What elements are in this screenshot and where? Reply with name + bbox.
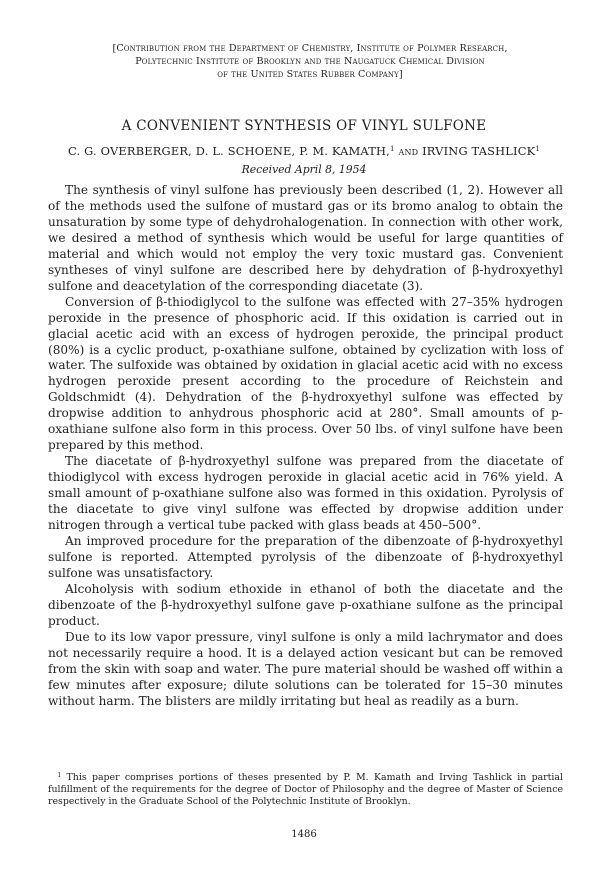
page-number: 1486 — [291, 829, 317, 840]
footnote-number: 1 — [57, 772, 62, 779]
body-paragraph: The synthesis of vinyl sulfone has previously been described (1, 2). However all of the methods used the sulfone of mustard gas or its bromo analog to obtain the unsaturation by some type of dehydrohalogenation. In connection with other work, we desired a method of synthesis which would be useful for large quantities of material and which would not employ the very toxic mustard gas. Convenient syntheses of vinyl sulfone are described here by dehydration of β-hydroxyethyl sulfone and deacetylation of the corresponding diacetate (3). — [48, 183, 563, 293]
received-date: Received April 8, 1954 — [241, 163, 367, 176]
footnote — [48, 770, 563, 809]
body-paragraph: Due to its low vapor pressure, vinyl sulfone is only a mild lachrymator and does not necessarily require a hood. It is a delayed action vesicant but can be removed from the skin with soap and water. The pure material should be washed off within a few minutes after exposure; dilute solutions can be tolerated for 15–30 minutes without harm. The blisters are mildly irritating but heal as readily as a burn. — [48, 629, 563, 708]
footnote-marker: 1 — [535, 145, 541, 153]
author-conjunction: and — [394, 144, 423, 158]
contribution-line: Polytechnic Institute of Brooklyn and the Naugatuck Chemical Division — [135, 56, 485, 67]
footnote-text: This paper comprises portions of theses presented by P. M. Kamath and Irving Tashlick in partial fulfillment of the requirements for the degree of Doctor of Philosophy and the degree of Master of Science respectively in the Graduate School of the Polytechnic Institute of Brooklyn. — [48, 772, 563, 808]
contribution-line: of the United States Rubber Company] — [217, 69, 403, 80]
body-paragraph: The diacetate of β-hydroxyethyl sulfone was prepared from the diacetate of thiodiglycol with excess hydrogen peroxide in glacial acetic acid in 76% yield. A small amount of p-oxathiane sulfone also was formed in this oxidation. Pyrolysis of the diacetate to give vinyl sulfone was effected by dropwise addition under nitrogen through a vertical tube packed with glass beads at 450–500°. — [48, 454, 563, 533]
author-line — [0, 144, 608, 158]
author-names: C. G. OVERBERGER, D. L. SCHOENE, P. M. KAMATH, — [67, 144, 390, 158]
body-paragraph: Alcoholysis with sodium ethoxide in ethanol of both the diacetate and the dibenzoate of the β-hydroxyethyl sulfone gave p-oxathiane sulfone as the principal product. — [48, 581, 563, 628]
contribution-line: [Contribution from the Department of Chemistry, Institute of Polymer Research, — [112, 43, 508, 54]
contribution-header — [60, 42, 560, 81]
body-paragraph: Conversion of β-thiodiglycol to the sulfone was effected with 27–35% hydrogen peroxide in the presence of phosphoric acid. If this oxidation is carried out in glacial acetic acid with an excess of hydrogen peroxide, the principal product (80%) is a cyclic product, p-oxathiane sulfone, obtained by cyclization with loss of water. The sulfoxide was obtained by oxidation in glacial acetic acid with no excess hydrogen peroxide present according to the procedure of Reichstein and Goldschmidt (4). Dehydration of the β-hydroxyethyl sulfone was effected by dropwise addition to anhydrous phosphoric acid at 280°. Small amounts of p-oxathiane sulfone also form in this process. Over 50 lbs. of vinyl sulfone have been prepared by this method. — [48, 294, 563, 453]
author-names: IRVING TASHLICK — [422, 144, 536, 158]
footnote-marker: 1 — [389, 145, 395, 153]
body-paragraph: An improved procedure for the preparation of the dibenzoate of β-hydroxyethyl sulfone is reported. Attempted pyrolysis of the dibenzoate of β-hydroxyethyl sulfone was unsatisfactory. — [48, 533, 563, 580]
article-body — [48, 183, 563, 709]
article-title: A CONVENIENT SYNTHESIS OF VINYL SULFONE — [121, 118, 487, 134]
